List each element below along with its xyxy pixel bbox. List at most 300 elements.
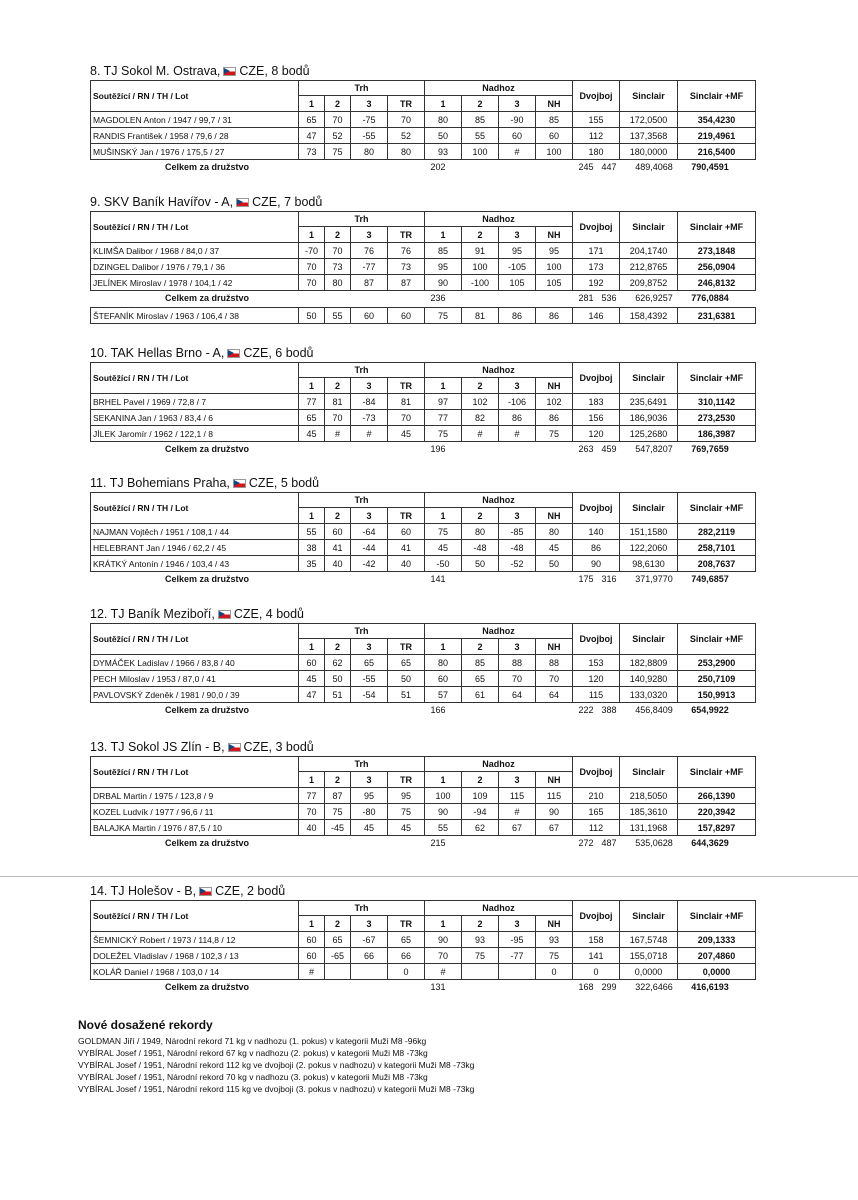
cj-3: 70 [499, 671, 536, 687]
cj-best: 50 [536, 556, 573, 572]
snatch-1: 60 [299, 948, 325, 964]
snatch-3: 95 [351, 788, 388, 804]
team-total-sinclair: 322,6466 [635, 982, 673, 992]
snatch-3: 80 [351, 144, 388, 160]
snatch-best: 87 [388, 275, 425, 291]
attempt-header: 2 [325, 508, 351, 524]
cj-best: 85 [536, 112, 573, 128]
attempt-header: 1 [299, 227, 325, 243]
athlete-row [91, 308, 756, 324]
athlete-row [91, 687, 756, 703]
athlete-cell: BRHEL Pavel / 1969 / 72,8 / 7 [91, 394, 299, 410]
snatch-1: 73 [299, 144, 325, 160]
attempt-header: 2 [462, 227, 499, 243]
attempt-header: 1 [299, 772, 325, 788]
athlete-cell: KOLÁŘ Daniel / 1968 / 103,0 / 14 [91, 964, 299, 980]
snatch-1: 47 [299, 128, 325, 144]
snatch-3: -73 [351, 410, 388, 426]
competitor-header: Soutěžící / RN / TH / Lot [91, 624, 299, 655]
cj-1: 75 [425, 524, 462, 540]
sinclair-header: Sinclair [620, 757, 678, 788]
team-points: CZE, 5 bodů [248, 476, 320, 490]
cj-3: -48 [499, 540, 536, 556]
attempt-header: 2 [325, 378, 351, 394]
snatch-2: 70 [325, 410, 351, 426]
team-points: CZE, 7 bodů [252, 195, 323, 209]
team-total-cj: 168 [578, 982, 594, 992]
attempt-header: 2 [325, 96, 351, 112]
sinclair-mf-cell: 250,7109 [678, 671, 756, 687]
sinclair-mf-header: Sinclair +MF [678, 212, 756, 243]
total-cell: 155 [573, 112, 620, 128]
page-divider [0, 876, 858, 877]
cj-best: 95 [536, 243, 573, 259]
snatch-2: 73 [325, 259, 351, 275]
total-cell: 156 [573, 410, 620, 426]
attempt-header: 2 [462, 378, 499, 394]
attempt-header: 1 [425, 916, 462, 932]
team-total-sinclair: 547,8207 [635, 444, 673, 454]
snatch-best: 65 [388, 932, 425, 948]
team-total-total: 536 [601, 293, 617, 303]
snatch-2: -45 [325, 820, 351, 836]
athlete-cell: KRÁTKÝ Antonín / 1946 / 103,4 / 43 [91, 556, 299, 572]
snatch-2: 75 [325, 804, 351, 820]
snatch-2: 80 [325, 275, 351, 291]
cj-2: 100 [462, 144, 499, 160]
team-name: 13. TJ Sokol JS Zlín - B, [90, 740, 225, 754]
sinclair-mf-header: Sinclair +MF [678, 363, 756, 394]
snatch-2: # [325, 426, 351, 442]
sinclair-mf-cell: 246,8132 [678, 275, 756, 291]
cj-2: # [462, 426, 499, 442]
attempt-header: NH [536, 227, 573, 243]
cj-2: 65 [462, 671, 499, 687]
snatch-3 [351, 964, 388, 980]
snatch-1: 77 [299, 394, 325, 410]
cj-best: 80 [536, 524, 573, 540]
team-total-sinclair-mf: 769,7659 [691, 444, 729, 454]
snatch-1: 38 [299, 540, 325, 556]
team-total-snatch: 215 [430, 838, 446, 848]
sinclair-cell: 0,0000 [620, 964, 678, 980]
snatch-2 [325, 964, 351, 980]
team-points: CZE, 3 bodů [243, 740, 314, 754]
cj-2: 102 [462, 394, 499, 410]
total-cell: 0 [573, 964, 620, 980]
cj-2: 55 [462, 128, 499, 144]
team-section [90, 62, 755, 176]
athlete-row [91, 275, 756, 291]
cj-best: 93 [536, 932, 573, 948]
total-cell: 171 [573, 243, 620, 259]
snatch-2: 55 [325, 308, 351, 324]
competitor-header: Soutěžící / RN / TH / Lot [91, 901, 299, 932]
attempt-header: 3 [351, 508, 388, 524]
team-total-cj: 222 [578, 705, 594, 715]
cj-best: 45 [536, 540, 573, 556]
snatch-3: -75 [351, 112, 388, 128]
team-total-sinclair: 626,9257 [635, 293, 673, 303]
sinclair-header: Sinclair [620, 81, 678, 112]
sinclair-mf-cell: 220,3942 [678, 804, 756, 820]
team-total-sinclair: 456,8409 [635, 705, 673, 715]
team-name: 8. TJ Sokol M. Ostrava, [90, 64, 221, 78]
snatch-best: 60 [388, 524, 425, 540]
cj-2 [462, 964, 499, 980]
cj-1: 75 [425, 426, 462, 442]
snatch-1: 35 [299, 556, 325, 572]
czech-flag-icon [233, 479, 246, 488]
attempt-header: 3 [499, 916, 536, 932]
snatch-3: 66 [351, 948, 388, 964]
attempt-header: 3 [499, 378, 536, 394]
athlete-row [91, 426, 756, 442]
snatch-1: 60 [299, 655, 325, 671]
total-cell: 115 [573, 687, 620, 703]
sinclair-mf-cell: 273,1848 [678, 243, 756, 259]
team-total-row [90, 160, 755, 176]
snatch-2: 70 [325, 243, 351, 259]
total-header: Dvojboj [573, 212, 620, 243]
sinclair-header: Sinclair [620, 363, 678, 394]
athlete-row [91, 128, 756, 144]
total-cell: 140 [573, 524, 620, 540]
snatch-1: 47 [299, 687, 325, 703]
snatch-1: 45 [299, 426, 325, 442]
team-total-label: Celkem za družstvo [165, 838, 250, 848]
total-cell: 120 [573, 426, 620, 442]
attempt-header: 3 [351, 378, 388, 394]
snatch-2: -65 [325, 948, 351, 964]
cj-best: 67 [536, 820, 573, 836]
attempt-header: TR [388, 227, 425, 243]
cleanjerk-header: Nadhoz [425, 757, 573, 772]
snatch-1: 70 [299, 259, 325, 275]
cj-2: 80 [462, 524, 499, 540]
cleanjerk-header: Nadhoz [425, 81, 573, 96]
athlete-row [91, 556, 756, 572]
sinclair-mf-cell: 209,1333 [678, 932, 756, 948]
athlete-cell: MUŠINSKÝ Jan / 1976 / 175,5 / 27 [91, 144, 299, 160]
athlete-cell: DZINGEL Dalibor / 1976 / 79,1 / 36 [91, 259, 299, 275]
athlete-row [91, 820, 756, 836]
team-total-snatch: 202 [430, 162, 446, 172]
athlete-row [91, 804, 756, 820]
sinclair-cell: 186,9036 [620, 410, 678, 426]
cj-3: # [499, 144, 536, 160]
snatch-best: 40 [388, 556, 425, 572]
cj-1: 80 [425, 655, 462, 671]
cj-3: # [499, 804, 536, 820]
sinclair-mf-cell: 273,2530 [678, 410, 756, 426]
cj-2: -48 [462, 540, 499, 556]
snatch-best: 80 [388, 144, 425, 160]
snatch-best: 50 [388, 671, 425, 687]
cj-best: 0 [536, 964, 573, 980]
team-total-sinclair-mf: 416,6193 [691, 982, 729, 992]
snatch-best: 76 [388, 243, 425, 259]
athlete-row [91, 410, 756, 426]
cj-3: -95 [499, 932, 536, 948]
cj-best: 88 [536, 655, 573, 671]
team-total-cj: 175 [578, 574, 594, 584]
team-total-row [90, 703, 755, 719]
sinclair-mf-cell: 310,1142 [678, 394, 756, 410]
results-table [90, 900, 756, 980]
attempt-header: 3 [499, 508, 536, 524]
athlete-cell: RANDIS František / 1958 / 79,6 / 28 [91, 128, 299, 144]
snatch-3: -77 [351, 259, 388, 275]
snatch-best: 41 [388, 540, 425, 556]
header-row [91, 493, 756, 508]
sinclair-cell: 151,1580 [620, 524, 678, 540]
team-total-row [90, 291, 755, 307]
sinclair-mf-cell: 266,1390 [678, 788, 756, 804]
header-row [91, 363, 756, 378]
athlete-cell: MAGDOLEN Anton / 1947 / 99,7 / 31 [91, 112, 299, 128]
record-line: VYBÍRAL Josef / 1951, Národní rekord 112 kg ve dvojboji (2. pokus v nadhozu) v kategorii Muži M8 -73kg [78, 1060, 475, 1070]
total-cell: 192 [573, 275, 620, 291]
snatch-1: 55 [299, 524, 325, 540]
competitor-header: Soutěžící / RN / TH / Lot [91, 757, 299, 788]
attempt-header: 2 [325, 772, 351, 788]
sinclair-mf-cell: 231,6381 [678, 308, 756, 324]
team-name: 10. TAK Hellas Brno - A, [90, 346, 225, 360]
team-total-sinclair-mf: 644,3629 [691, 838, 729, 848]
record-line: VYBÍRAL Josef / 1951, Národní rekord 115 kg ve dvojboji (3. pokus v nadhozu) v kategorii Muži M8 -73kg [78, 1084, 475, 1094]
snatch-header: Trh [299, 901, 425, 916]
cj-3: -85 [499, 524, 536, 540]
team-title [90, 62, 755, 80]
cj-3: 86 [499, 308, 536, 324]
attempt-header: 1 [425, 96, 462, 112]
snatch-1: 50 [299, 308, 325, 324]
cj-1: # [425, 964, 462, 980]
record-line: GOLDMAN Jiří / 1949, Národní rekord 71 kg v nadhozu (1. pokus) v kategorii Muži M8 -96kg [78, 1036, 427, 1046]
team-total-snatch: 166 [430, 705, 446, 715]
cj-2: 85 [462, 112, 499, 128]
cleanjerk-header: Nadhoz [425, 363, 573, 378]
cj-best: 100 [536, 144, 573, 160]
attempt-header: NH [536, 916, 573, 932]
snatch-3: -67 [351, 932, 388, 948]
snatch-3: -80 [351, 804, 388, 820]
team-total-sinclair-mf: 790,4591 [691, 162, 729, 172]
cj-best: 64 [536, 687, 573, 703]
attempt-header: TR [388, 378, 425, 394]
athlete-row [91, 932, 756, 948]
athlete-cell: DOLEŽEL Vladislav / 1968 / 102,3 / 13 [91, 948, 299, 964]
team-total-label: Celkem za družstvo [165, 444, 250, 454]
cj-1: 70 [425, 948, 462, 964]
athlete-row [91, 259, 756, 275]
team-points: CZE, 4 bodů [233, 607, 305, 621]
cj-3: -77 [499, 948, 536, 964]
team-total-sinclair: 535,0628 [635, 838, 673, 848]
athlete-cell: HELEBRANT Jan / 1946 / 62,2 / 45 [91, 540, 299, 556]
cj-best: 115 [536, 788, 573, 804]
czech-flag-icon [236, 198, 249, 207]
header-row [91, 901, 756, 916]
snatch-3: -42 [351, 556, 388, 572]
attempt-header: 2 [325, 227, 351, 243]
team-total-total: 299 [601, 982, 617, 992]
total-cell: 146 [573, 308, 620, 324]
cj-1: 55 [425, 820, 462, 836]
team-total-row [90, 572, 755, 588]
competitor-header: Soutěžící / RN / TH / Lot [91, 81, 299, 112]
total-cell: 210 [573, 788, 620, 804]
snatch-3: -64 [351, 524, 388, 540]
snatch-2: 65 [325, 932, 351, 948]
snatch-header: Trh [299, 363, 425, 378]
athlete-row [91, 243, 756, 259]
cj-1: 57 [425, 687, 462, 703]
snatch-best: 81 [388, 394, 425, 410]
athlete-cell: PAVLOVSKÝ Zdeněk / 1981 / 90,0 / 39 [91, 687, 299, 703]
team-title [90, 474, 755, 492]
snatch-best: 70 [388, 410, 425, 426]
attempt-header: 1 [425, 508, 462, 524]
total-cell: 90 [573, 556, 620, 572]
results-table [90, 362, 756, 442]
team-section [90, 605, 755, 719]
team-name: 9. SKV Baník Havířov - A, [90, 195, 234, 209]
cj-1: 90 [425, 804, 462, 820]
athlete-row [91, 144, 756, 160]
snatch-2: 41 [325, 540, 351, 556]
snatch-header: Trh [299, 624, 425, 639]
total-cell: 86 [573, 540, 620, 556]
team-total-sinclair-mf: 776,0884 [691, 293, 729, 303]
attempt-header: 3 [351, 227, 388, 243]
snatch-1: 70 [299, 804, 325, 820]
snatch-best: 45 [388, 820, 425, 836]
attempt-header: NH [536, 772, 573, 788]
header-row [91, 757, 756, 772]
record-line: VYBÍRAL Josef / 1951, Národní rekord 70 kg v nadhozu (3. pokus) v kategorii Muži M8 -73kg [78, 1072, 428, 1082]
sinclair-cell: 185,3610 [620, 804, 678, 820]
attempt-header: 1 [299, 508, 325, 524]
cleanjerk-header: Nadhoz [425, 212, 573, 227]
total-cell: 120 [573, 671, 620, 687]
total-header: Dvojboj [573, 363, 620, 394]
team-total-row [90, 836, 755, 852]
athlete-cell: KLIMŠA Dalibor / 1968 / 84,0 / 37 [91, 243, 299, 259]
sinclair-cell: 158,4392 [620, 308, 678, 324]
sinclair-mf-cell: 208,7637 [678, 556, 756, 572]
athlete-row [91, 788, 756, 804]
snatch-2: 40 [325, 556, 351, 572]
total-cell: 165 [573, 804, 620, 820]
sinclair-header: Sinclair [620, 901, 678, 932]
header-row [91, 81, 756, 96]
cj-best: 86 [536, 308, 573, 324]
cj-1: 95 [425, 259, 462, 275]
cj-1: -50 [425, 556, 462, 572]
attempt-header: 3 [499, 772, 536, 788]
snatch-2: 81 [325, 394, 351, 410]
snatch-1: 60 [299, 932, 325, 948]
attempt-header: 2 [462, 916, 499, 932]
snatch-2: 52 [325, 128, 351, 144]
cj-best: 102 [536, 394, 573, 410]
snatch-3: 60 [351, 308, 388, 324]
snatch-1: 40 [299, 820, 325, 836]
total-cell: 112 [573, 820, 620, 836]
team-total-snatch: 236 [430, 293, 446, 303]
attempt-header: 3 [351, 96, 388, 112]
cj-2: -100 [462, 275, 499, 291]
results-table [90, 211, 756, 291]
snatch-header: Trh [299, 757, 425, 772]
cj-best: 105 [536, 275, 573, 291]
cj-2: 50 [462, 556, 499, 572]
attempt-header: 1 [299, 96, 325, 112]
cj-best: 90 [536, 804, 573, 820]
cj-3: -105 [499, 259, 536, 275]
total-cell: 180 [573, 144, 620, 160]
sinclair-cell: 137,3568 [620, 128, 678, 144]
cj-3: 86 [499, 410, 536, 426]
total-cell: 153 [573, 655, 620, 671]
team-total-cj: 272 [578, 838, 594, 848]
snatch-2: 60 [325, 524, 351, 540]
sinclair-mf-cell: 282,2119 [678, 524, 756, 540]
athlete-row [91, 394, 756, 410]
results-table [90, 80, 756, 160]
cj-2: 81 [462, 308, 499, 324]
team-total-cj: 263 [578, 444, 594, 454]
results-table [90, 492, 756, 572]
snatch-2: 50 [325, 671, 351, 687]
athlete-cell: JELÍNEK Miroslav / 1978 / 104,1 / 42 [91, 275, 299, 291]
sinclair-cell: 131,1968 [620, 820, 678, 836]
cj-3: 105 [499, 275, 536, 291]
sinclair-header: Sinclair [620, 212, 678, 243]
sinclair-cell: 125,2680 [620, 426, 678, 442]
total-header: Dvojboj [573, 81, 620, 112]
sinclair-cell: 235,6491 [620, 394, 678, 410]
sinclair-cell: 155,0718 [620, 948, 678, 964]
cj-2: 82 [462, 410, 499, 426]
team-title [90, 193, 755, 211]
snatch-1: 65 [299, 410, 325, 426]
cleanjerk-header: Nadhoz [425, 493, 573, 508]
total-header: Dvojboj [573, 757, 620, 788]
attempt-header: 1 [299, 639, 325, 655]
cj-1: 75 [425, 308, 462, 324]
snatch-header: Trh [299, 81, 425, 96]
sinclair-mf-cell: 258,7101 [678, 540, 756, 556]
total-cell: 183 [573, 394, 620, 410]
attempt-header: 1 [425, 639, 462, 655]
team-total-total: 487 [601, 838, 617, 848]
cj-1: 100 [425, 788, 462, 804]
cj-3: 60 [499, 128, 536, 144]
sinclair-mf-header: Sinclair +MF [678, 901, 756, 932]
cj-1: 50 [425, 128, 462, 144]
cj-best: 75 [536, 948, 573, 964]
cj-2: 93 [462, 932, 499, 948]
cj-1: 93 [425, 144, 462, 160]
team-name: 11. TJ Bohemians Praha, [90, 476, 230, 490]
team-total-total: 459 [601, 444, 617, 454]
cj-2: -94 [462, 804, 499, 820]
athlete-cell: SEKANINA Jan / 1963 / 83,4 / 6 [91, 410, 299, 426]
cj-3: -106 [499, 394, 536, 410]
